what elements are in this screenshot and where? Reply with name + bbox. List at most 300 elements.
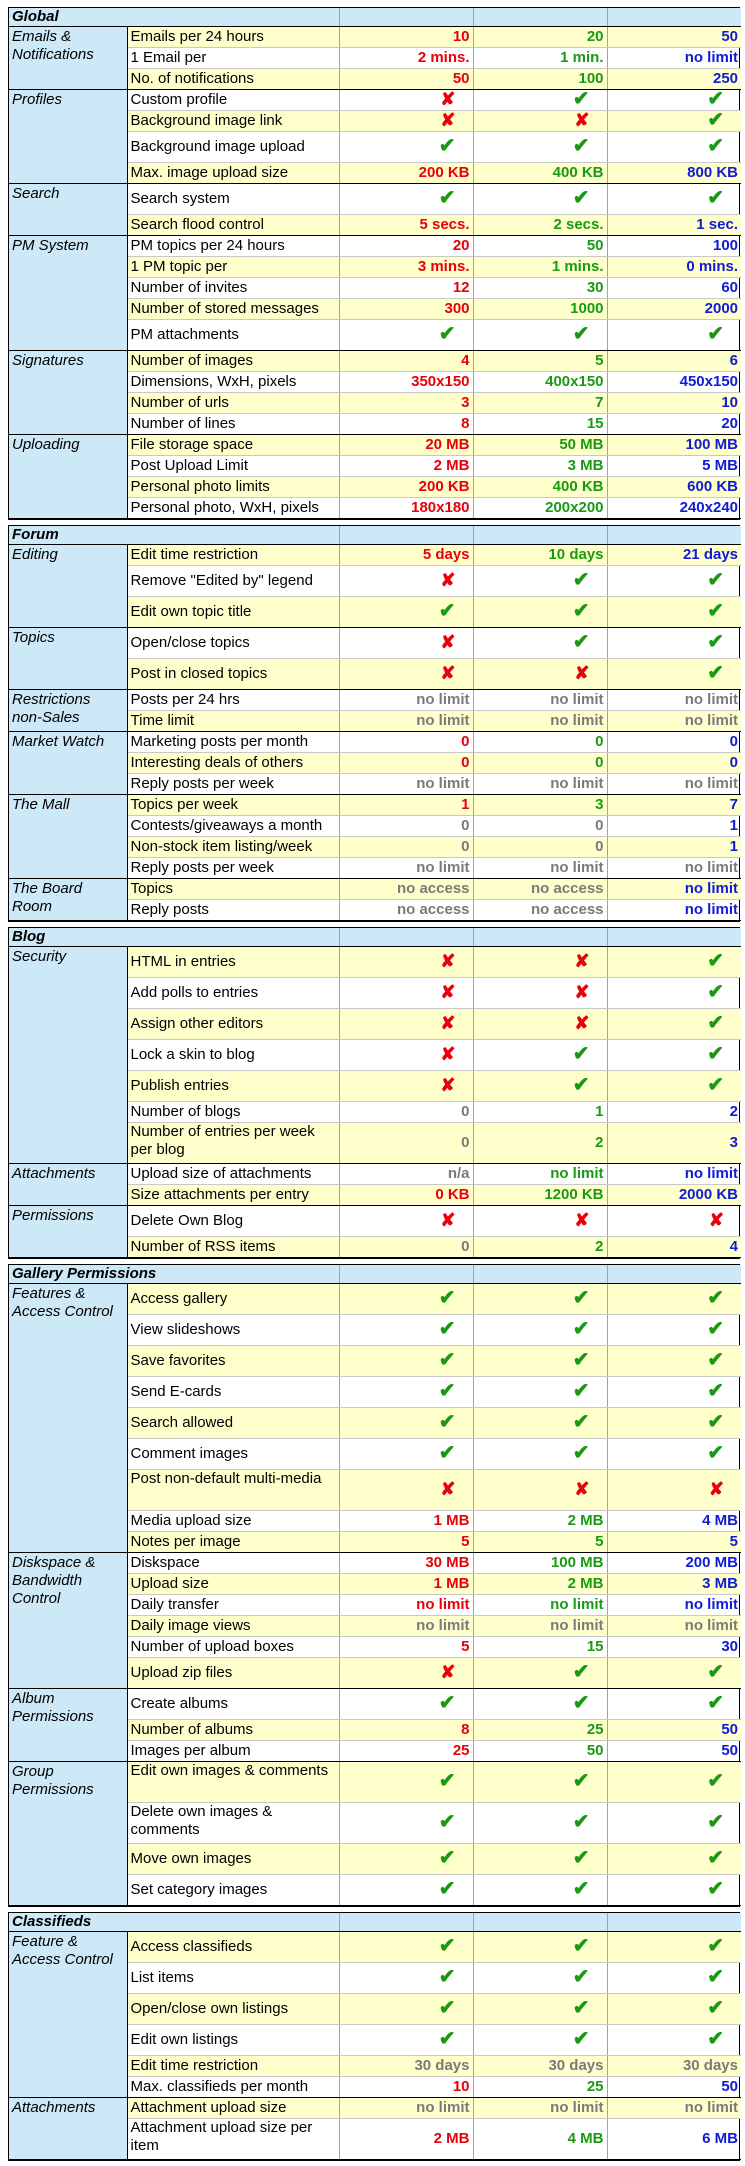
check-icon: ✔ <box>707 1043 725 1065</box>
cross-icon: ✘ <box>440 1075 456 1095</box>
value-cell <box>339 774 473 795</box>
cross-icon: ✘ <box>440 663 456 683</box>
value-cell <box>473 1377 607 1408</box>
value-cell <box>607 978 741 1009</box>
check-icon: ✔ <box>572 1692 590 1714</box>
value-cell <box>473 351 607 372</box>
value-text: 200x200 <box>545 499 604 516</box>
value-text: 2 mins. <box>417 49 470 66</box>
cross-icon: ✘ <box>574 1210 590 1230</box>
value-text: 30 <box>721 1638 738 1655</box>
check-icon: ✔ <box>438 323 456 345</box>
value-text: 30 days <box>548 2057 604 2074</box>
value-text: 1 <box>595 1103 604 1120</box>
value-text: 2000 <box>704 300 739 317</box>
check-icon: ✔ <box>438 1318 456 1340</box>
value-cell <box>607 456 741 477</box>
value-text: 7 <box>729 796 739 813</box>
value-cell <box>473 2098 607 2119</box>
value-cell <box>607 1123 741 1164</box>
check-icon: ✔ <box>707 187 725 209</box>
value-cell <box>339 711 473 732</box>
check-icon: ✔ <box>707 1287 724 1309</box>
value-text: 8 <box>461 1721 470 1738</box>
row-label: Background image upload <box>127 132 339 163</box>
value-text: 200 MB <box>685 1554 738 1571</box>
value-text: 240x240 <box>679 499 739 516</box>
value-cell <box>473 414 607 435</box>
value-cell <box>473 1932 607 1963</box>
value-cell <box>339 163 473 184</box>
check-icon: ✔ <box>707 109 725 131</box>
check-icon: ✔ <box>572 1349 590 1371</box>
value-text: no limit <box>550 712 604 729</box>
value-cell <box>473 1720 607 1741</box>
check-icon: ✔ <box>438 187 456 209</box>
row-label: Custom profile <box>127 90 339 111</box>
table-row <box>9 1164 741 1185</box>
row-label: Daily image views <box>127 1616 339 1637</box>
row-label: Open/close topics <box>127 628 339 659</box>
check-icon: ✔ <box>572 569 590 591</box>
value-cell <box>339 299 473 320</box>
value-cell <box>473 690 607 711</box>
row-label: Lock a skin to blog <box>127 1040 339 1071</box>
value-cell <box>473 215 607 236</box>
cross-icon: ✘ <box>574 1013 590 1033</box>
value-text: 6 MB <box>702 2130 738 2147</box>
value-text: 4 MB <box>567 2130 604 2147</box>
value-cell <box>339 435 473 456</box>
value-cell <box>339 351 473 372</box>
section-header-cell <box>473 1913 607 1932</box>
value-cell <box>607 1511 741 1532</box>
row-label: Dimensions, WxH, pixels <box>127 372 339 393</box>
value-cell <box>607 1595 741 1616</box>
table-row <box>9 879 741 900</box>
value-text: 2 secs. <box>553 216 604 233</box>
row-label: Comment images <box>127 1439 339 1470</box>
value-text: 4 <box>729 1238 739 1255</box>
check-icon: ✔ <box>572 631 590 653</box>
check-icon: ✔ <box>572 88 590 110</box>
value-cell <box>339 184 473 215</box>
row-label: Max. classifieds per month <box>127 2077 339 2098</box>
value-cell <box>473 628 607 659</box>
value-cell <box>473 1439 607 1470</box>
value-cell <box>339 278 473 299</box>
value-text: 0 <box>461 838 470 855</box>
value-cell <box>607 1377 741 1408</box>
value-cell <box>607 498 741 519</box>
value-text: no access <box>396 880 470 897</box>
value-cell <box>339 215 473 236</box>
value-cell <box>339 597 473 628</box>
check-icon: ✔ <box>707 1349 724 1371</box>
check-icon: ✔ <box>707 662 725 684</box>
value-text: 25 <box>586 2078 604 2095</box>
value-cell <box>339 1844 473 1875</box>
value-cell <box>473 1844 607 1875</box>
value-text: 4 MB <box>702 1512 738 1529</box>
section-title: Global <box>9 8 339 27</box>
value-text: 1 <box>729 838 739 855</box>
value-cell <box>473 236 607 257</box>
value-text: 0 <box>595 754 604 771</box>
row-label: Publish entries <box>127 1071 339 1102</box>
row-label: Number of blogs <box>127 1102 339 1123</box>
check-icon: ✔ <box>572 1770 590 1792</box>
value-cell <box>339 1511 473 1532</box>
table-row <box>9 184 741 215</box>
cross-icon: ✘ <box>440 632 456 652</box>
value-cell <box>339 732 473 753</box>
value-text: no limit <box>684 712 739 729</box>
cross-icon: ✘ <box>708 1479 724 1499</box>
value-cell <box>339 816 473 837</box>
value-text: 10 <box>452 2078 470 2095</box>
value-text: 30 days <box>414 2057 470 2074</box>
value-text: 30 MB <box>425 1554 470 1571</box>
row-label: Add polls to entries <box>127 978 339 1009</box>
table-row <box>9 236 741 257</box>
check-icon: ✔ <box>707 600 725 622</box>
value-text: no limit <box>550 1596 604 1613</box>
group-label-attachments: Attachments <box>9 1164 127 1206</box>
value-cell <box>473 1346 607 1377</box>
value-text: 0 <box>461 754 470 771</box>
cross-icon: ✘ <box>440 110 456 130</box>
section-header-cell <box>607 1265 741 1284</box>
value-cell <box>607 1185 741 1206</box>
value-cell <box>607 132 741 163</box>
check-icon: ✔ <box>572 1043 590 1065</box>
value-cell <box>473 1185 607 1206</box>
value-text: 15 <box>586 1638 604 1655</box>
value-cell <box>473 879 607 900</box>
permissions-sheet <box>8 7 740 2166</box>
check-icon: ✔ <box>572 1318 590 1340</box>
check-icon: ✔ <box>572 1380 590 1402</box>
check-icon: ✔ <box>438 600 456 622</box>
cross-icon: ✘ <box>440 1044 456 1064</box>
value-cell <box>339 947 473 978</box>
check-icon: ✔ <box>572 1878 590 1900</box>
value-cell <box>339 1741 473 1762</box>
check-icon: ✔ <box>707 1074 725 1096</box>
check-icon: ✔ <box>707 569 725 591</box>
check-icon: ✔ <box>707 1847 724 1869</box>
value-cell <box>473 2119 607 2160</box>
value-text: 2 <box>729 1103 739 1120</box>
value-cell <box>339 132 473 163</box>
check-icon: ✔ <box>572 323 590 345</box>
value-cell <box>339 858 473 879</box>
row-label: Interesting deals of others <box>127 753 339 774</box>
value-cell <box>339 1315 473 1346</box>
value-cell <box>607 597 741 628</box>
value-text: 10 <box>721 394 739 411</box>
check-icon: ✔ <box>438 1380 456 1402</box>
check-icon: ✔ <box>572 1935 590 1957</box>
value-cell <box>339 1346 473 1377</box>
table-row <box>9 690 741 711</box>
value-text: 2 MB <box>567 1575 604 1592</box>
group-label-feature-and-access-control: Feature & Access Control <box>9 1932 127 2098</box>
check-icon: ✔ <box>572 1074 590 1096</box>
table-row <box>9 1689 741 1720</box>
value-cell <box>339 320 473 351</box>
value-text: no limit <box>684 880 739 897</box>
section-header-cell <box>339 928 473 947</box>
value-cell <box>473 498 607 519</box>
value-text: 1000 <box>570 300 604 317</box>
value-text: 5 MB <box>702 457 739 474</box>
value-cell <box>607 690 741 711</box>
row-label: Save favorites <box>127 1346 339 1377</box>
value-text: 12 <box>452 279 470 296</box>
value-cell <box>339 1803 473 1844</box>
value-text: 50 <box>586 1742 604 1759</box>
value-text: 200 KB <box>418 478 470 495</box>
value-text: 450x150 <box>679 373 739 390</box>
value-text: 50 MB <box>559 436 604 453</box>
row-label: Number of invites <box>127 278 339 299</box>
section-header-cell <box>339 1913 473 1932</box>
value-text: 0 <box>595 733 604 750</box>
value-text: 3 <box>595 796 604 813</box>
row-label: Set category images <box>127 1875 339 1906</box>
value-cell <box>607 2098 741 2119</box>
value-cell <box>339 1284 473 1315</box>
value-cell <box>339 1009 473 1040</box>
table-row <box>9 732 741 753</box>
value-cell <box>473 753 607 774</box>
section-table <box>9 8 741 519</box>
check-icon: ✔ <box>707 950 725 972</box>
value-cell <box>607 858 741 879</box>
value-cell <box>473 69 607 90</box>
value-cell <box>473 1511 607 1532</box>
group-label-restrictions-non-sales: Restrictions non-Sales <box>9 690 127 732</box>
value-text: 2 MB <box>567 1512 604 1529</box>
table-row <box>9 90 741 111</box>
value-cell <box>339 1102 473 1123</box>
value-cell <box>607 2025 741 2056</box>
check-icon: ✔ <box>707 1411 724 1433</box>
value-text: 50 <box>721 1742 738 1759</box>
value-cell <box>339 628 473 659</box>
row-label: Delete Own Blog <box>127 1206 339 1237</box>
check-icon: ✔ <box>438 1411 456 1433</box>
section-global <box>8 7 740 520</box>
value-text: 25 <box>452 1742 470 1759</box>
value-cell <box>473 477 607 498</box>
table-row <box>9 1284 741 1315</box>
value-cell <box>339 1875 473 1906</box>
value-cell <box>473 545 607 566</box>
table-row <box>9 947 741 978</box>
value-cell <box>607 1237 741 1258</box>
value-text: 5 secs. <box>419 216 470 233</box>
value-cell <box>339 1237 473 1258</box>
value-cell <box>607 1875 741 1906</box>
value-cell <box>473 456 607 477</box>
value-cell <box>339 978 473 1009</box>
value-cell <box>607 1844 741 1875</box>
value-text: no limit <box>416 859 470 876</box>
value-text: 21 days <box>682 546 739 563</box>
row-label: Images per album <box>127 1741 339 1762</box>
row-label: Upload zip files <box>127 1658 339 1689</box>
value-cell <box>607 163 741 184</box>
check-icon: ✔ <box>438 135 456 157</box>
group-label-uploading: Uploading <box>9 435 127 519</box>
value-text: no limit <box>684 49 739 66</box>
value-text: 3 <box>729 1134 739 1151</box>
check-icon: ✔ <box>572 1847 590 1869</box>
value-cell <box>473 1803 607 1844</box>
value-text: no limit <box>684 775 739 792</box>
value-cell <box>339 1963 473 1994</box>
value-cell <box>339 1439 473 1470</box>
value-cell <box>607 351 741 372</box>
group-label-pm-system: PM System <box>9 236 127 351</box>
value-cell <box>339 1637 473 1658</box>
value-text: 20 <box>586 28 604 45</box>
row-label: Edit own images & comments <box>127 1762 339 1803</box>
row-label: Number of entries per week per blog <box>127 1123 339 1164</box>
value-text: 250 <box>712 70 739 87</box>
value-cell <box>607 435 741 456</box>
value-cell <box>473 2056 607 2077</box>
value-cell <box>607 1164 741 1185</box>
value-text: 0 <box>461 733 470 750</box>
value-text: 100 <box>712 237 739 254</box>
value-cell <box>607 711 741 732</box>
value-cell <box>607 1346 741 1377</box>
value-text: 3 <box>461 394 470 411</box>
group-label-emails-and-notifications: Emails & Notifications <box>9 27 127 90</box>
value-cell <box>339 414 473 435</box>
check-icon: ✔ <box>438 1349 456 1371</box>
check-icon: ✔ <box>707 135 725 157</box>
value-text: 100 <box>578 70 604 87</box>
value-cell <box>339 456 473 477</box>
row-label: Access gallery <box>127 1284 339 1315</box>
value-cell <box>339 1040 473 1071</box>
value-cell <box>339 498 473 519</box>
value-cell <box>339 1658 473 1689</box>
table-row <box>9 1762 741 1803</box>
row-label: List items <box>127 1963 339 1994</box>
value-cell <box>339 90 473 111</box>
value-cell <box>607 320 741 351</box>
row-label: PM topics per 24 hours <box>127 236 339 257</box>
value-cell <box>339 1595 473 1616</box>
value-cell <box>339 837 473 858</box>
row-label: Non-stock item listing/week <box>127 837 339 858</box>
value-cell <box>607 236 741 257</box>
check-icon: ✔ <box>707 1318 724 1340</box>
check-icon: ✔ <box>707 981 725 1003</box>
value-cell <box>473 1315 607 1346</box>
value-cell <box>607 1574 741 1595</box>
section-header-cell <box>473 928 607 947</box>
value-cell <box>339 566 473 597</box>
value-text: 350x150 <box>411 373 470 390</box>
value-cell <box>473 1994 607 2025</box>
row-label: Search system <box>127 184 339 215</box>
value-text: no limit <box>550 691 604 708</box>
value-cell <box>473 1595 607 1616</box>
value-text: 8 <box>461 415 470 432</box>
table-row <box>9 435 741 456</box>
check-icon: ✔ <box>707 1966 724 1988</box>
value-text: 4 <box>461 352 470 369</box>
value-cell <box>339 1689 473 1720</box>
value-cell <box>607 1102 741 1123</box>
check-icon: ✔ <box>707 1878 724 1900</box>
value-cell <box>473 320 607 351</box>
value-text: 50 <box>586 237 604 254</box>
row-label: Number of albums <box>127 1720 339 1741</box>
row-label: Post in closed topics <box>127 659 339 690</box>
row-label: Marketing posts per month <box>127 732 339 753</box>
value-cell <box>473 1123 607 1164</box>
value-cell <box>473 184 607 215</box>
row-label: Personal photo, WxH, pixels <box>127 498 339 519</box>
section-title: Forum <box>9 526 339 545</box>
value-text: 0 KB <box>435 1186 470 1203</box>
value-cell <box>473 1408 607 1439</box>
table-row <box>9 1932 741 1963</box>
value-cell <box>607 1720 741 1741</box>
section-header-cell <box>473 1265 607 1284</box>
section-header-cell <box>607 1913 741 1932</box>
group-label-editing: Editing <box>9 545 127 628</box>
value-cell <box>473 1762 607 1803</box>
value-cell <box>607 1206 741 1237</box>
cross-icon: ✘ <box>440 951 456 971</box>
value-cell <box>607 1071 741 1102</box>
cross-icon: ✘ <box>574 110 590 130</box>
row-label: Reply posts <box>127 900 339 921</box>
row-label: No. of notifications <box>127 69 339 90</box>
row-label: Notes per image <box>127 1532 339 1553</box>
value-cell <box>473 732 607 753</box>
check-icon: ✔ <box>707 323 725 345</box>
value-text: 0 <box>729 733 739 750</box>
group-label-topics: Topics <box>9 628 127 690</box>
value-cell <box>339 2077 473 2098</box>
value-cell <box>473 774 607 795</box>
value-text: 1 MB <box>433 1512 470 1529</box>
value-cell <box>607 879 741 900</box>
value-text: 300 <box>444 300 470 317</box>
value-text: no limit <box>416 2099 470 2116</box>
value-text: 1 <box>461 796 470 813</box>
row-label: Post Upload Limit <box>127 456 339 477</box>
value-cell <box>607 947 741 978</box>
value-text: 5 <box>595 1533 604 1550</box>
value-cell <box>473 1689 607 1720</box>
value-text: no limit <box>684 901 739 918</box>
check-icon: ✔ <box>707 88 725 110</box>
value-cell <box>339 1123 473 1164</box>
row-label: Background image link <box>127 111 339 132</box>
value-cell <box>473 900 607 921</box>
